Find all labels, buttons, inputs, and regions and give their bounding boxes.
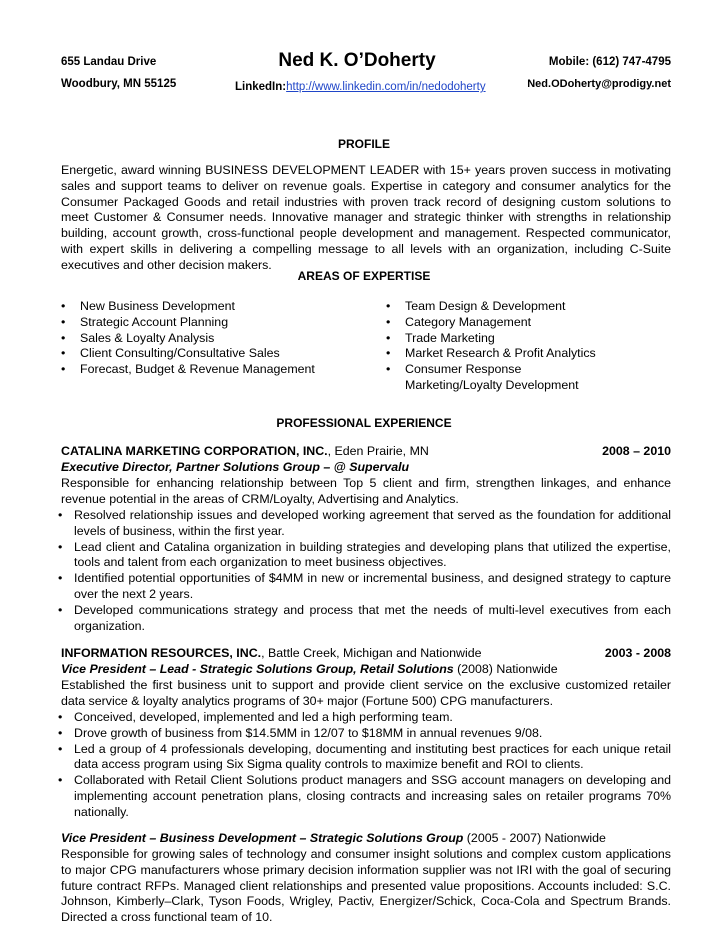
job3-title-line — [61, 831, 671, 847]
job2-summary: Established the first business unit to support and provide client service on the exclusive customized retailer data service & loyalty analytics programs of 30+ major (Fortune 500) CPG manufacturers. — [61, 678, 671, 708]
job1-company: CATALINA MARKETING CORPORATION, INC. — [61, 444, 328, 458]
job2-title: Vice President – Lead - Strategic Solutions Group, Retail Solutions — [61, 662, 454, 676]
list-item: • Client Consulting/Consultative Sales — [61, 346, 361, 362]
job3-summary: Responsible for growing sales of technology and consumer insight solutions and complex custom applications to major CPG manufacturers whose primary decision information supplier was not IRI with the goal of securing future contract RFPs. Managed client relationships and presented value propositions. Accounts included: S.C. Johnson, Kimberly–Clark, Tyson Foods, Wrigley, Pactiv, Energizer/Schick, Coca-Cola and Spectrum Brands. Directed a cross functional team of 10. — [61, 847, 671, 925]
list-item: • New Business Development — [61, 299, 361, 315]
list-item: • Sales & Loyalty Analysis — [61, 331, 361, 347]
job2-dates: 2003 - 2008 — [604, 646, 671, 660]
expertise-right-list — [386, 299, 616, 394]
list-item: • Forecast, Budget & Revenue Management — [61, 362, 361, 378]
job2-title-suffix: (2008) Nationwide — [453, 662, 558, 676]
linkedin-label: LinkedIn: — [235, 81, 287, 93]
email-address: Ned.ODoherty@prodigy.net — [527, 78, 671, 90]
mobile-phone: Mobile: (612) 747-4795 — [548, 56, 671, 68]
list-item: • Team Design & Development — [386, 299, 616, 315]
list-item: • Strategic Account Planning — [61, 315, 361, 331]
address-line-1: 655 Landau Drive — [61, 56, 157, 68]
candidate-name: Ned K. O’Doherty — [278, 50, 436, 71]
list-item: • Identified potential opportunities of $4MM in new or incremental business, and designed strategy to capture over the next 2 years. — [55, 571, 671, 603]
list-item: • Conceived, developed, implemented and led a high performing team. — [55, 710, 671, 726]
list-item: • Market Research & Profit Analytics — [386, 346, 616, 362]
list-item: • Lead client and Catalina organization in building strategies and developing plans that utilized the expertise, tools and talent from each organization to meet business objectives. — [55, 540, 671, 572]
job2-bullets — [55, 710, 671, 821]
experience-heading: PROFESSIONAL EXPERIENCE — [276, 416, 452, 430]
list-item: • Led a group of 4 professionals developing, documenting and instituting best practices for each unique retail data access program using Six Sigma quality controls to maximize benefit and ROI to clients. — [55, 742, 671, 774]
profile-heading: PROFILE — [337, 137, 390, 151]
job1-dates: 2008 – 2010 — [602, 444, 671, 458]
list-item: • Trade Marketing — [386, 331, 616, 347]
list-item: • Drove growth of business from $14.5MM in 12/07 to $18MM in annual revenues 9/08. — [55, 726, 671, 742]
list-item: • Resolved relationship issues and developed working agreement that served as the foundation for additional levels of business, within the first year. — [55, 508, 671, 540]
job2-title-line — [61, 662, 671, 678]
job1-location: , Eden Prairie, MN — [327, 444, 429, 458]
job1-bullets — [55, 508, 671, 634]
job3-title: Vice President – Business Development – Strategic Solutions Group — [61, 831, 464, 845]
job1-header — [61, 444, 671, 460]
list-item: • Category Management — [386, 315, 616, 331]
list-item: • Developed communications strategy and process that met the needs of multi-level executives from each organization. — [55, 603, 671, 635]
expertise-heading: AREAS OF EXPERTISE — [297, 269, 431, 283]
linkedin-line — [235, 81, 486, 93]
job1-summary: Responsible for enhancing relationship between Top 5 client and firm, strengthen linkages, and enhance revenue potential in the areas of CRM/Loyalty, Advertising and Analytics. — [61, 476, 671, 506]
list-item: • Consumer Response Marketing/Loyalty Development — [386, 362, 616, 394]
job2-header — [61, 646, 671, 662]
expertise-left-list — [61, 299, 361, 378]
job3-title-suffix: (2005 - 2007) Nationwide — [463, 831, 606, 845]
job2-location: , Battle Creek, Michigan and Nationwide — [261, 646, 482, 660]
profile-text: Energetic, award winning BUSINESS DEVELOPMENT LEADER with 15+ years proven success in motivating sales and support teams to deliver on revenue goals. Expertise in category and consumer analytics for the Consumer Packaged Goods and retail industries with proven track record of designing custom solutions to meet Customer & Consumer needs. Innovative manager and strategic thinker with strengths in relationship building, account growth, cross-functional people development and management. Respected communicator, with expert skills in delivering a compelling message to all levels with an organization, including C-Suite executives and other decision makers. — [61, 163, 671, 272]
address-line-2: Woodbury, MN 55125 — [61, 78, 177, 90]
job2-company: INFORMATION RESOURCES, INC. — [61, 646, 262, 660]
job1-title: Executive Director, Partner Solutions Group – @ Supervalu — [61, 460, 410, 474]
linkedin-link[interactable]: http://www.linkedin.com/in/nedodoherty — [286, 81, 486, 93]
list-item: • Collaborated with Retail Client Solutions product managers and SSG account managers on developing and implementing account penetration plans, closing contracts and increasing sales on retailer programs 70% nationally. — [55, 773, 671, 820]
